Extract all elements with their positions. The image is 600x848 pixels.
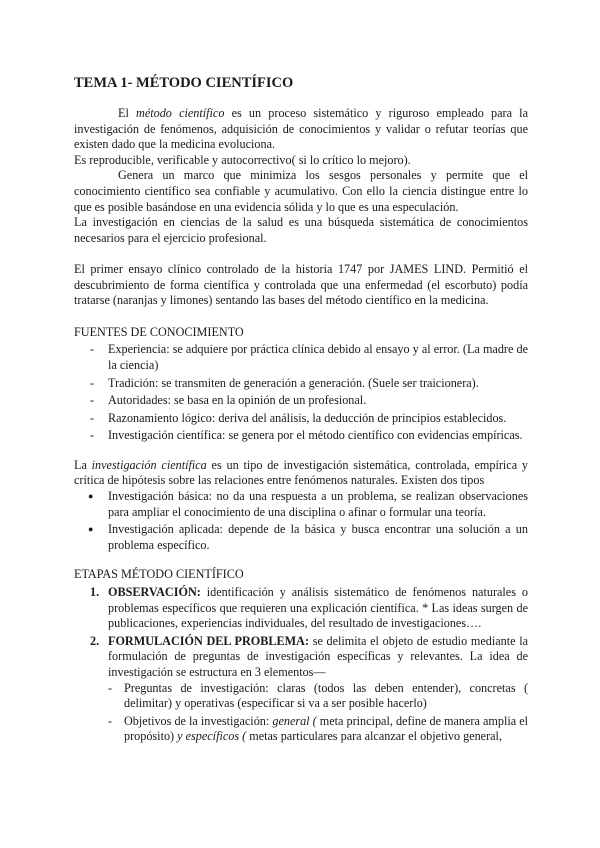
term-investigacion-cientifica: investigación científica — [91, 457, 207, 472]
section-heading-fuentes: FUENTES DE CONOCIMIENTO — [74, 324, 244, 339]
sublist-item: - Preguntas de investigación: claras (todos las deben entender), concretas ( delimitar) y operativas (especificar si va a ser posible hacerlo) — [124, 681, 528, 712]
sublist-item — [124, 714, 528, 745]
list-item: - Experiencia: se adquiere por práctica clínica debido al ensayo y al error. (La madre de la ciencia) — [104, 342, 528, 373]
step-text: identificación y análisis sistemático de fenómenos naturales o problemas específicos que requieren una explicación científica. * Las ideas surgen de publicaciones, experiencias individuales, del resultado de investigaciones…. — [108, 585, 528, 631]
spacer — [74, 246, 528, 262]
step-text: se delimita el objeto de estudio mediante la formulación de preguntas de investigación específicas y relevantes. La idea de investigación se estructura en 3 elementos— — [108, 633, 528, 679]
step-number: 2. — [90, 633, 100, 648]
term-especificos: y específicos ( — [177, 729, 247, 744]
fuentes-list — [74, 342, 528, 444]
intro-text: El — [118, 106, 137, 120]
formulacion-sublist — [108, 681, 528, 745]
list-item: ● Investigación básica: no da una respuesta a un problema, se realizan observaciones para ampliar el conocimiento de una disciplina o afinar o formular una teoría. — [108, 489, 528, 520]
section-heading-etapas: ETAPAS MÉTODO CIENTÍFICO — [74, 567, 244, 582]
list-item: - Autoridades: se basa en la opinión de un profesional. — [104, 393, 528, 409]
intro-paragraph-5: El primer ensayo clínico controlado de la historia 1747 por JAMES LIND. Permitió el descubrimiento de forma científica y controlada que una enfermedad (el escorbuto) podía tratarse (naranjas y limones) sentando las bases del método científico en la medicina. — [74, 261, 528, 308]
inv-text: La — [74, 457, 92, 472]
sub-text: Objetivos de la investigación: — [124, 713, 273, 728]
intro-paragraph-4: La investigación en ciencias de la salud es una búsqueda sistemática de conocimientos necesarios para el ejercicio profesional. — [74, 215, 528, 245]
term-metodo-cientifico: método científico — [136, 106, 225, 120]
list-item: - Tradición: se transmiten de generación a generación. (Suele ser traicionera). — [104, 376, 528, 392]
list-item: ● Investigación aplicada: depende de la básica y busca encontrar una solución a un problema específico. — [108, 522, 528, 553]
sub-text: meta principal, define de manera amplia el propósito) — [124, 713, 528, 744]
intro-paragraph-1 — [74, 106, 528, 153]
list-item: - Razonamiento lógico: deriva del análisis, la deducción de principios establecidos. — [104, 411, 528, 427]
investigacion-paragraph — [74, 458, 528, 489]
list-item: - Investigación científica: se genera por el método científico con evidencias empíricas. — [104, 428, 528, 444]
step-formulacion — [90, 633, 528, 745]
step-observacion — [90, 585, 528, 632]
intro-paragraph-2: Es reproducible, verificable y autocorrectivo( si lo crítico lo mejoro). — [74, 152, 411, 167]
etapas-list — [74, 585, 528, 745]
inv-text: es un tipo de investigación sistemática, controlada, empírica y crítica de hipótesis sobre las relaciones entre fenómenos naturales. Existen dos tipos — [74, 457, 528, 488]
document-content — [74, 74, 528, 747]
step-number: 1. — [90, 585, 100, 600]
intro-paragraph-3: Genera un marco que minimiza los sesgos personales y permite que el conocimiento científico sea confiable y acumulativo. Con ello la ciencia distingue entre lo que es posible basándose en una evidencia sólida y lo que es una especulación. — [74, 168, 528, 214]
step-label: FORMULACIÓN DEL PROBLEMA: — [108, 633, 310, 648]
investigacion-types-list — [74, 489, 528, 553]
step-label: OBSERVACIÓN: — [108, 585, 201, 600]
intro-text: es un proceso sistemático y riguroso empleado para la investigación de fenómenos, adquisición de conocimientos y validar o refutar teorías que existen dado que la medicina evoluciona. — [74, 106, 528, 152]
term-general: general ( — [272, 713, 317, 728]
sub-text: metas particulares para alcanzar el objetivo general, — [246, 729, 502, 744]
document-title: TEMA 1- MÉTODO CIENTÍFICO — [74, 75, 294, 91]
